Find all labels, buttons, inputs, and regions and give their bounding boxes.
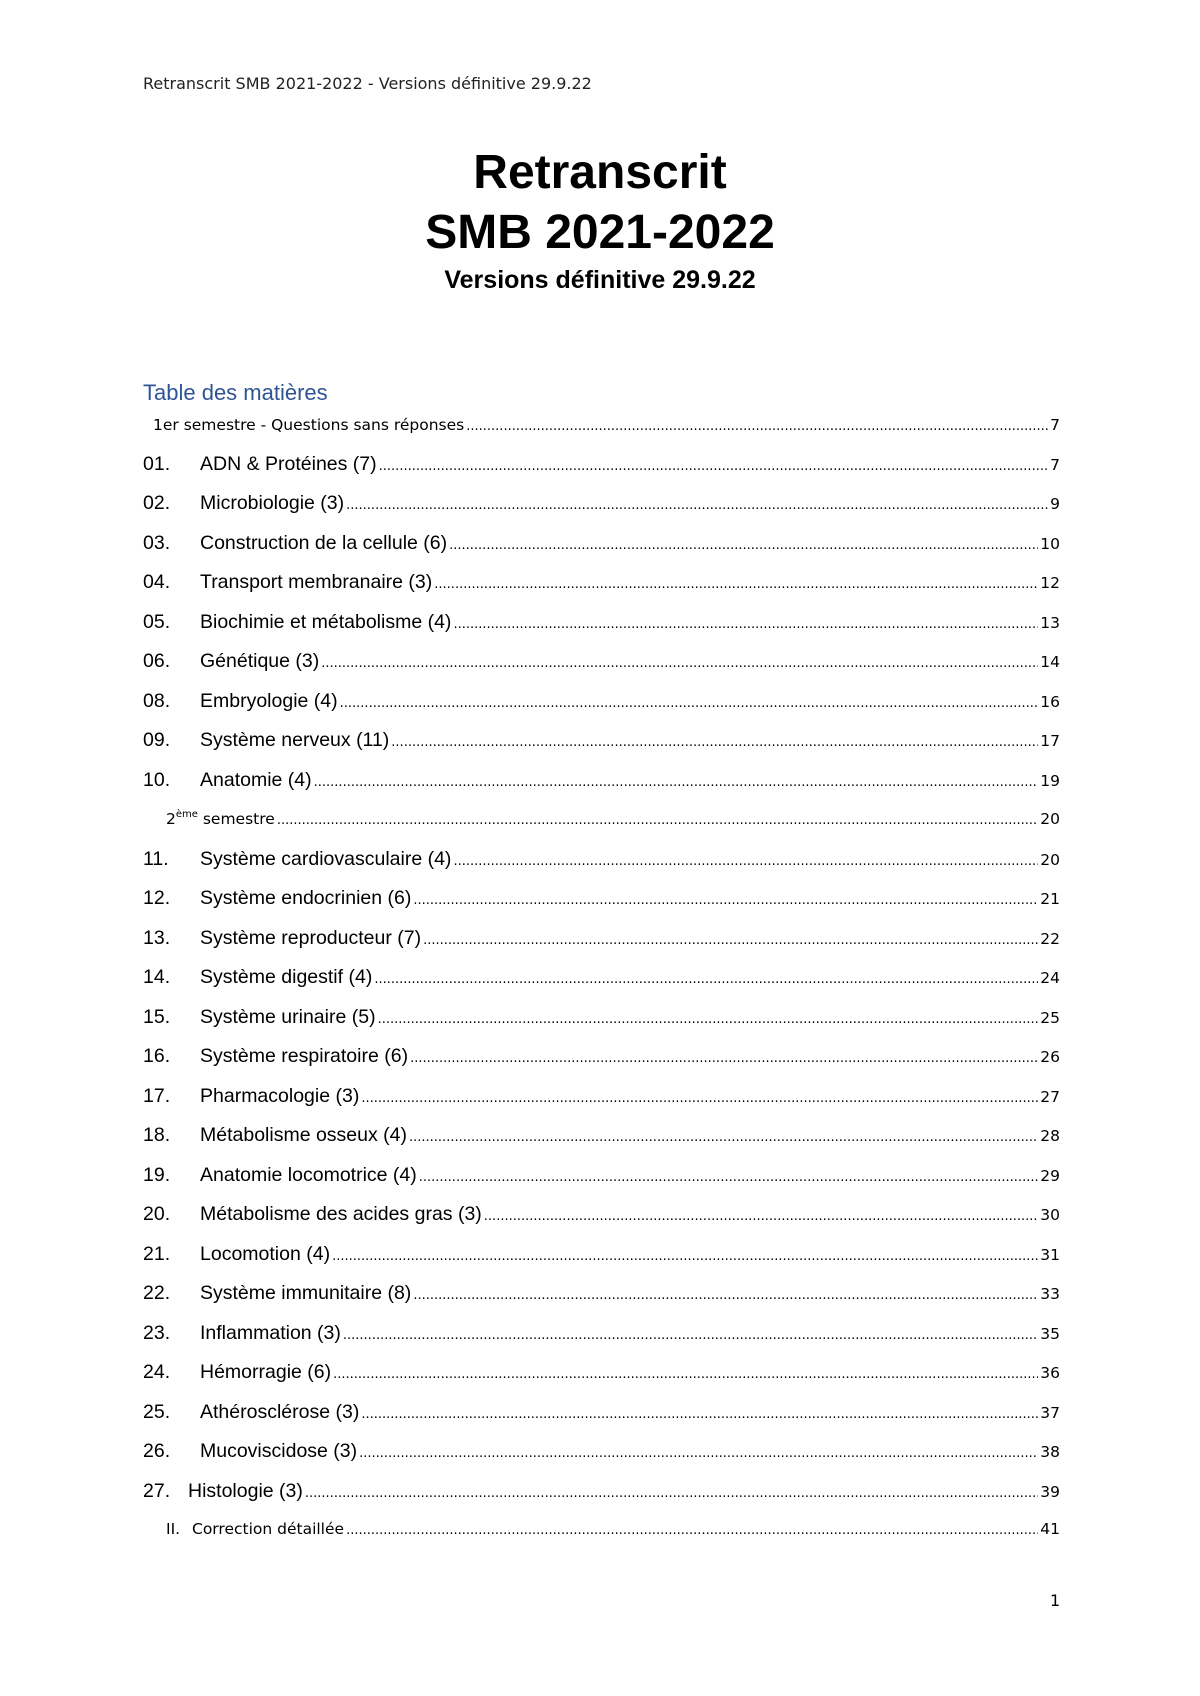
toc-leader (343, 1328, 1038, 1343)
toc-entry-label: Hémorragie (6) (200, 1361, 332, 1383)
toc-entry-label: Système nerveux (11) (200, 729, 390, 751)
toc-entry[interactable] (143, 1401, 1060, 1429)
toc-entry-page: 14 (1040, 653, 1060, 671)
toc-entry-page: 41 (1040, 1520, 1060, 1538)
toc-entry-number: 20. (143, 1203, 171, 1225)
toc-entry-number: 21. (143, 1243, 171, 1265)
toc-entry-label: Métabolisme osseux (4) (200, 1124, 407, 1146)
toc-entry-page: 28 (1040, 1127, 1060, 1145)
toc-entry[interactable] (143, 769, 1060, 797)
toc-entry[interactable] (143, 1045, 1060, 1073)
toc-entry-number: 26. (143, 1440, 171, 1462)
toc-entry-page: 36 (1040, 1364, 1060, 1382)
toc-entry-page: 7 (1050, 456, 1060, 474)
toc-entry[interactable] (143, 690, 1060, 718)
toc-entry-page: 22 (1040, 930, 1060, 948)
toc-entry-page: 17 (1040, 732, 1060, 750)
toc-entry-number: 22. (143, 1282, 171, 1304)
toc-entry-number: II. (166, 1520, 181, 1538)
toc-leader (413, 1288, 1038, 1303)
toc-entry-page: 20 (1040, 851, 1060, 869)
toc-entry-number: 17. (143, 1085, 171, 1107)
toc-leader (419, 1170, 1039, 1185)
toc-leader (374, 972, 1038, 987)
toc-entry-number: 16. (143, 1045, 171, 1067)
toc-leader (378, 1012, 1039, 1027)
toc-leader (277, 813, 1038, 828)
toc-entry-label: 1er semestre - Questions sans réponses (153, 416, 465, 434)
toc-entry-number: 05. (143, 611, 171, 633)
toc-entry-page: 29 (1040, 1167, 1060, 1185)
toc-entry-correction[interactable] (166, 1520, 1060, 1548)
toc-entry-label: Microbiologie (3) (200, 492, 345, 514)
toc-entry-label: Embryologie (4) (200, 690, 338, 712)
toc-leader (410, 1051, 1038, 1066)
toc-entry-label: Métabolisme des acides gras (3) (200, 1203, 482, 1225)
toc-entry-label: Construction de la cellule (6) (200, 532, 448, 554)
toc-entry-label: Histologie (3) (188, 1480, 303, 1502)
toc-entry-label: Système urinaire (5) (200, 1006, 376, 1028)
toc-leader (361, 1407, 1038, 1422)
toc-entry[interactable] (143, 887, 1060, 915)
toc-leader (340, 696, 1039, 711)
toc-leader (484, 1209, 1038, 1224)
toc-entry-page: 10 (1040, 535, 1060, 553)
toc-leader (361, 1091, 1038, 1106)
toc-entry[interactable] (143, 1322, 1060, 1350)
toc-entry-label: Génétique (3) (200, 650, 320, 672)
toc-leader (466, 419, 1048, 434)
toc-entry-page: 24 (1040, 969, 1060, 987)
toc-entry-page: 26 (1040, 1048, 1060, 1066)
toc-entry-page: 38 (1040, 1443, 1060, 1461)
toc-entry-number: 11. (143, 848, 169, 870)
toc-entry[interactable] (143, 492, 1060, 520)
toc-entry-number: 03. (143, 532, 171, 554)
toc-entry-number: 08. (143, 690, 171, 712)
toc-entry-label: Système endocrinien (6) (200, 887, 412, 909)
toc-leader (379, 459, 1048, 474)
toc-entry-page: 30 (1040, 1206, 1060, 1224)
toc-entry[interactable] (143, 571, 1060, 599)
toc-leader (413, 893, 1038, 908)
toc-leader (305, 1486, 1038, 1501)
page-number: 1 (1050, 1591, 1061, 1610)
toc-entry-page: 31 (1040, 1246, 1060, 1264)
toc-entry-number: 13. (143, 927, 171, 949)
toc-entry-label: Correction détaillée (192, 1520, 345, 1538)
toc-entry-number: 09. (143, 729, 171, 751)
toc-entry-number: 15. (143, 1006, 171, 1028)
toc-entry-page: 7 (1050, 416, 1060, 434)
toc-entry-page: 13 (1040, 614, 1060, 632)
toc-entry-page: 21 (1040, 890, 1060, 908)
toc-entry-number: 25. (143, 1401, 171, 1423)
toc-entry[interactable] (143, 1361, 1060, 1389)
toc-entry-label: Pharmacologie (3) (200, 1085, 360, 1107)
toc-entry-label: Anatomie (4) (200, 769, 312, 791)
toc-leader (321, 656, 1038, 671)
toc-leader (423, 933, 1038, 948)
toc-entry-page: 37 (1040, 1404, 1060, 1422)
toc-entry[interactable] (143, 532, 1060, 560)
toc-entry-label: Système cardiovasculaire (4) (200, 848, 452, 870)
toc-entry[interactable] (143, 848, 1060, 876)
toc-entry-label: 2ème semestre (166, 809, 275, 828)
toc-entry[interactable] (143, 1006, 1060, 1034)
toc-entry[interactable] (143, 729, 1060, 757)
toc-entry-label: Système respiratoire (6) (200, 1045, 409, 1067)
toc-entry-number: 02. (143, 492, 171, 514)
toc-entry-number: 06. (143, 650, 171, 672)
toc-leader (449, 538, 1038, 553)
toc-entry-number: 27. (143, 1480, 171, 1502)
toc-heading: Table des matières (143, 380, 328, 405)
toc-entry-number: 04. (143, 571, 171, 593)
toc-leader (453, 617, 1038, 632)
toc-entry-page: 16 (1040, 693, 1060, 711)
toc-entry[interactable] (143, 650, 1060, 678)
toc-entry[interactable] (143, 1243, 1060, 1271)
toc-entry-page: 35 (1040, 1325, 1060, 1343)
toc-entry[interactable] (143, 1124, 1060, 1152)
toc-leader (409, 1130, 1038, 1145)
document-subtitle: Versions définitive 29.9.22 (444, 266, 756, 294)
toc-entry[interactable] (143, 927, 1060, 955)
toc-entry-label: Mucoviscidose (3) (200, 1440, 358, 1462)
running-header: Retranscrit SMB 2021-2022 - Versions définitive 29.9.22 (143, 74, 592, 93)
toc-leader (314, 775, 1039, 790)
toc-entry-page: 25 (1040, 1009, 1060, 1027)
toc-entry-page: 39 (1040, 1483, 1060, 1501)
toc-entry-page: 20 (1040, 810, 1060, 828)
toc-entry-number: 19. (143, 1164, 171, 1186)
toc-leader (346, 498, 1048, 513)
toc-entry[interactable] (143, 611, 1060, 639)
toc-entry-number: 24. (143, 1361, 171, 1383)
toc-entry-number: 12. (143, 887, 171, 909)
toc-entry[interactable] (143, 1164, 1060, 1192)
toc-entry-semester-1[interactable] (153, 416, 1060, 444)
toc-leader (391, 735, 1038, 750)
toc-entry-number: 23. (143, 1322, 171, 1344)
toc-entry-page: 27 (1040, 1088, 1060, 1106)
toc-entry[interactable] (143, 1085, 1060, 1113)
toc-entry-label: Système reproducteur (7) (200, 927, 422, 949)
toc-entry-label: Anatomie locomotrice (4) (200, 1164, 417, 1186)
toc-leader (453, 854, 1038, 869)
toc-leader (332, 1249, 1038, 1264)
toc-entry-page: 12 (1040, 574, 1060, 592)
toc-entry-number: 10. (143, 769, 171, 791)
toc-entry-semester-2[interactable] (166, 809, 1060, 837)
toc-entry-number: 01. (143, 453, 171, 475)
toc-entry-label: Inflammation (3) (200, 1322, 341, 1344)
toc-entry-label: Biochimie et métabolisme (4) (200, 611, 452, 633)
toc-entry[interactable] (143, 1480, 1060, 1508)
toc-entry-label: Système digestif (4) (200, 966, 373, 988)
toc-entry[interactable] (143, 966, 1060, 994)
document-title-line-2: SMB 2021-2022 (425, 206, 775, 259)
toc-entry-number: 18. (143, 1124, 171, 1146)
toc-entry[interactable] (143, 453, 1060, 481)
toc-entry-label: Locomotion (4) (200, 1243, 331, 1265)
toc-entry-label: Système immunitaire (8) (200, 1282, 412, 1304)
toc-leader (434, 577, 1038, 592)
toc-entry-page: 33 (1040, 1285, 1060, 1303)
toc-leader (346, 1523, 1038, 1538)
toc-entry-label: Transport membranaire (3) (200, 571, 433, 593)
toc-entry[interactable] (143, 1282, 1060, 1310)
toc-entry-label: ADN & Protéines (7) (200, 453, 377, 475)
toc-leader (359, 1446, 1038, 1461)
toc-entry-number: 14. (143, 966, 171, 988)
document-title-line-1: Retranscrit (473, 146, 727, 199)
toc-entry[interactable] (143, 1440, 1060, 1468)
toc-entry-page: 19 (1040, 772, 1060, 790)
toc-entry-page: 9 (1050, 495, 1060, 513)
toc-entry[interactable] (143, 1203, 1060, 1231)
toc-leader (333, 1367, 1038, 1382)
toc-entry-label: Athérosclérose (3) (200, 1401, 360, 1423)
